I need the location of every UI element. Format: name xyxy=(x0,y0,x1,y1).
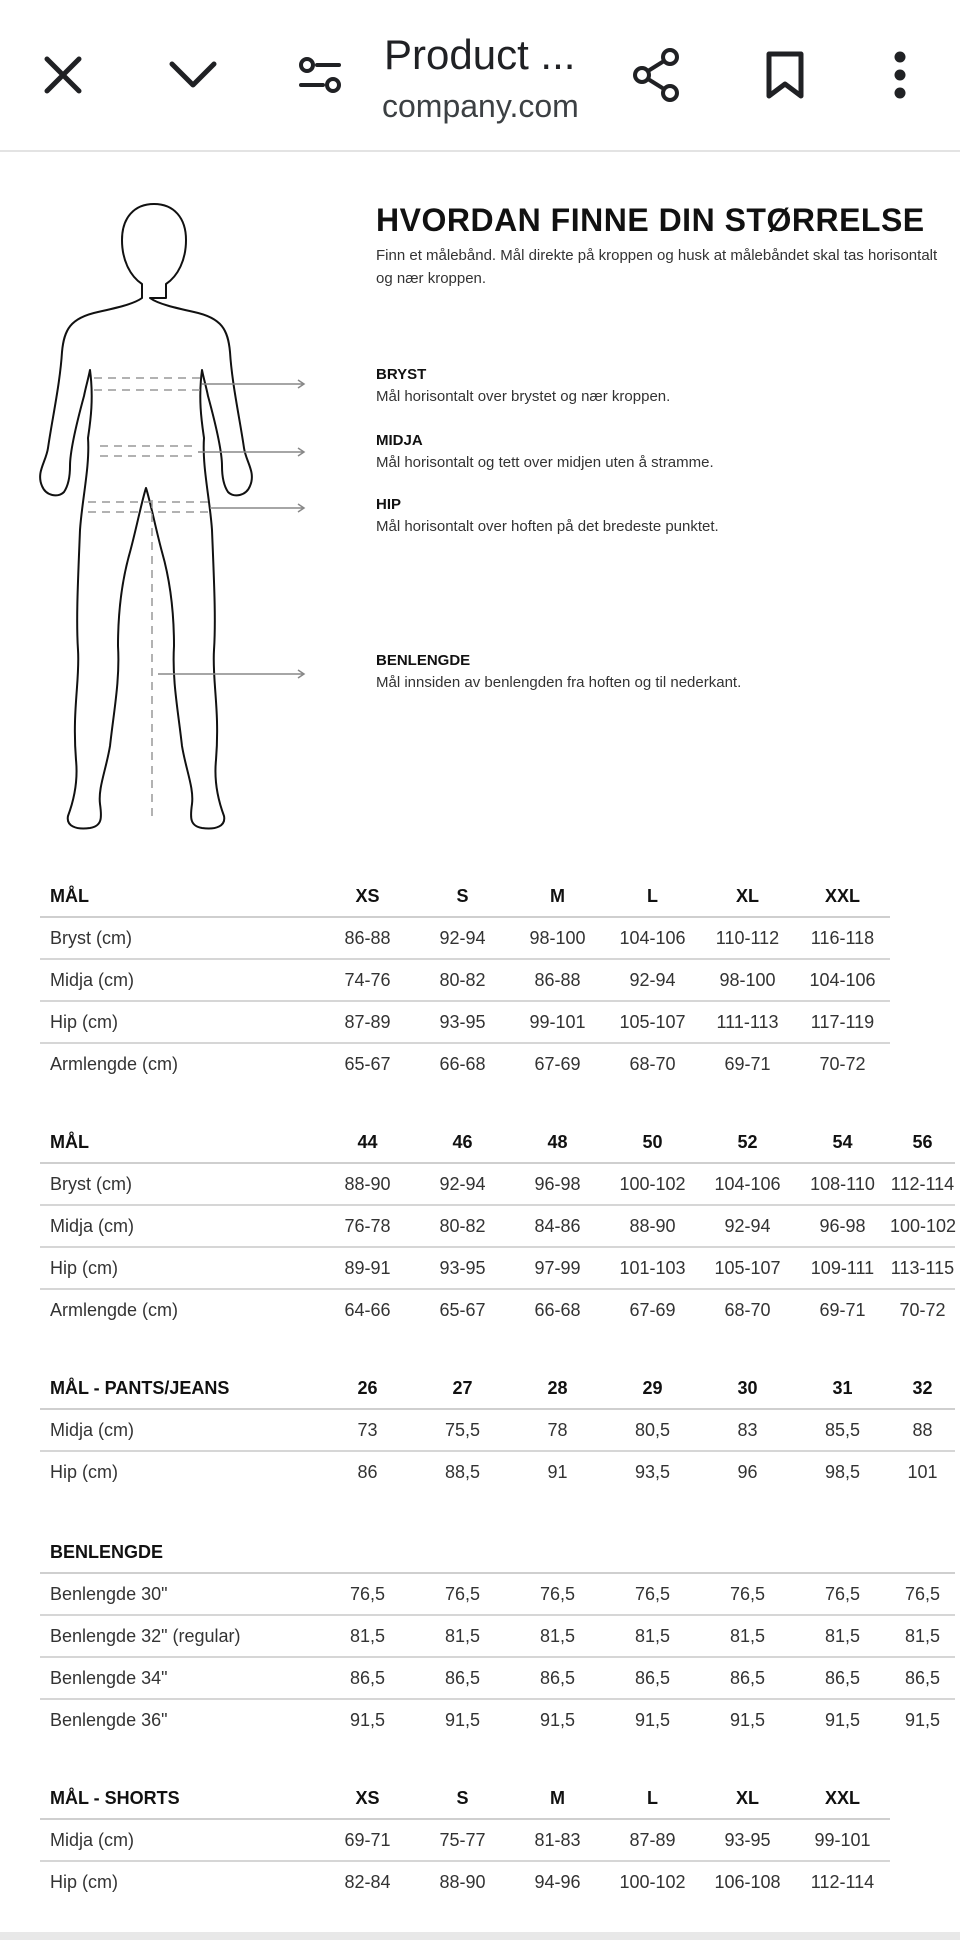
table-cell: 100-102 xyxy=(890,1205,955,1247)
table-header-cell: 54 xyxy=(795,1122,890,1163)
table-header-cell: 56 xyxy=(890,1122,955,1163)
table-row xyxy=(40,1409,955,1451)
table-cell: 99-101 xyxy=(795,1819,890,1861)
table-cell: 80-82 xyxy=(415,1205,510,1247)
table-cell: 81-83 xyxy=(510,1819,605,1861)
table-cell: 86-88 xyxy=(320,917,415,959)
table-row xyxy=(40,1451,955,1492)
table-cell: 88,5 xyxy=(444,1461,481,1482)
table-cell: Midja (cm) xyxy=(40,1205,320,1247)
measure-description: Mål innsiden av benlengden fra hoften og til nederkant. xyxy=(376,674,742,691)
table-header-cell: M xyxy=(510,876,605,917)
table-row xyxy=(40,1861,890,1902)
measure-description: Mål horisontalt og tett over midjen uten å stramme. xyxy=(376,454,714,471)
size-guide-intro: Finn et målebånd. Mål direkte på kroppen og husk at målebåndet skal tas horisontalt og nær kroppen. xyxy=(376,247,938,287)
table-cell: 104-106 xyxy=(795,959,890,1001)
table-row xyxy=(40,1699,955,1740)
table-cell: 85,5 xyxy=(795,1409,890,1451)
table-header-cell: XXL xyxy=(795,1778,890,1819)
table-cell: 64-66 xyxy=(344,1299,391,1320)
table-cell: 104-106 xyxy=(605,917,700,959)
page-url[interactable]: company.com xyxy=(382,88,579,124)
table-cell: 76,5 xyxy=(320,1573,415,1615)
table-cell: Benlengde 30" xyxy=(40,1573,320,1615)
table-cell: 91,5 xyxy=(349,1709,386,1730)
table-row xyxy=(40,1657,955,1699)
table-header xyxy=(40,1532,955,1573)
table-header-cell: MÅL xyxy=(40,1122,320,1163)
table-cell: 97-99 xyxy=(510,1247,605,1289)
table-cell: 86,5 xyxy=(795,1657,890,1699)
body-figure-image xyxy=(30,200,320,840)
table-header-cell: S xyxy=(415,1778,510,1819)
table-row xyxy=(40,1163,955,1205)
table-cell: 81,5 xyxy=(510,1615,605,1657)
table-cell: 75-77 xyxy=(415,1819,510,1861)
table-header-cell: XS xyxy=(320,1778,415,1819)
table-header-cell xyxy=(700,1532,795,1573)
table-header-cell: XS xyxy=(320,876,415,917)
table-cell: 67-69 xyxy=(629,1299,676,1320)
close-icon[interactable] xyxy=(28,40,98,110)
table-cell: 70-72 xyxy=(819,1053,866,1074)
table-cell: 116-118 xyxy=(795,917,890,959)
measure-hip xyxy=(376,494,936,538)
table-cell: 86-88 xyxy=(510,959,605,1001)
measure-description: Mål horisontalt over hoften på det bredeste punktet. xyxy=(376,518,719,535)
table-header-cell xyxy=(890,1532,955,1573)
table-cell: Armlengde (cm) xyxy=(50,1299,179,1320)
table-cell: 65-67 xyxy=(439,1299,486,1320)
table-header-cell: 29 xyxy=(605,1368,700,1409)
table-cell: 76,5 xyxy=(605,1573,700,1615)
table-cell: 81,5 xyxy=(700,1615,795,1657)
table-cell: 76,5 xyxy=(795,1573,890,1615)
table-header-cell: MÅL - SHORTS xyxy=(40,1778,320,1819)
table-row xyxy=(40,917,890,959)
table-cell: 108-110 xyxy=(795,1163,890,1205)
table-cell: 68-70 xyxy=(629,1053,676,1074)
horizontal-scrollbar[interactable] xyxy=(0,1932,960,1940)
table-header-cell: 30 xyxy=(700,1368,795,1409)
table-cell: Midja (cm) xyxy=(40,1819,320,1861)
table-cell: 70-72 xyxy=(899,1299,946,1320)
table-cell: 76,5 xyxy=(510,1573,605,1615)
table-cell: 94-96 xyxy=(534,1871,581,1892)
more-vert-icon[interactable] xyxy=(865,40,935,110)
table-cell: 81,5 xyxy=(320,1615,415,1657)
table-header xyxy=(40,876,890,917)
table-cell: 80-82 xyxy=(415,959,510,1001)
table-cell: 86,5 xyxy=(510,1657,605,1699)
table-header-cell: 52 xyxy=(700,1122,795,1163)
table-header-cell xyxy=(320,1532,415,1573)
table-cell: 106-108 xyxy=(714,1871,781,1892)
table-cell: 100-102 xyxy=(619,1871,686,1892)
browser-toolbar xyxy=(0,0,960,152)
table-row xyxy=(40,1043,890,1084)
table-cell: 88-90 xyxy=(320,1163,415,1205)
table-cell: Bryst (cm) xyxy=(40,1163,320,1205)
table-cell: 87-89 xyxy=(605,1819,700,1861)
bookmark-icon[interactable] xyxy=(750,40,820,110)
table-cell: 92-94 xyxy=(605,959,700,1001)
table-cell: 91,5 xyxy=(904,1709,941,1730)
table-cell: 73 xyxy=(320,1409,415,1451)
table-header xyxy=(40,1122,955,1163)
table-header-cell: XL xyxy=(700,876,795,917)
table-cell: 91,5 xyxy=(634,1709,671,1730)
size-table-numeric xyxy=(40,1122,955,1330)
table-header-cell xyxy=(510,1532,605,1573)
table-cell: 76,5 xyxy=(415,1573,510,1615)
table-row xyxy=(40,1573,955,1615)
table-cell: 69-71 xyxy=(724,1053,771,1074)
table-header-cell: 28 xyxy=(510,1368,605,1409)
table-cell: 80,5 xyxy=(605,1409,700,1451)
table-cell: 111-113 xyxy=(700,1001,795,1043)
table-cell: 104-106 xyxy=(700,1163,795,1205)
table-cell: 87-89 xyxy=(320,1001,415,1043)
measure-bryst xyxy=(376,364,936,408)
table-cell: 76-78 xyxy=(320,1205,415,1247)
table-cell: 91,5 xyxy=(824,1709,861,1730)
table-cell: 100-102 xyxy=(605,1163,700,1205)
table-cell: 96 xyxy=(737,1461,758,1482)
share-icon[interactable] xyxy=(622,40,692,110)
table-cell: Hip (cm) xyxy=(40,1247,320,1289)
table-cell: 92-94 xyxy=(700,1205,795,1247)
table-cell: 86,5 xyxy=(415,1657,510,1699)
table-cell: 110-112 xyxy=(700,917,795,959)
table-cell: Benlengde 34" xyxy=(40,1657,320,1699)
page-title[interactable]: Product ... xyxy=(384,31,576,78)
table-header-cell: XXL xyxy=(795,876,890,917)
table-cell: 81,5 xyxy=(890,1615,955,1657)
table-header-cell: 50 xyxy=(605,1122,700,1163)
table-cell: 65-67 xyxy=(344,1053,391,1074)
table-cell: 98-100 xyxy=(700,959,795,1001)
table-cell: 66-68 xyxy=(534,1299,581,1320)
table-cell: 82-84 xyxy=(344,1871,391,1892)
table-cell: 96-98 xyxy=(510,1163,605,1205)
page-content xyxy=(0,152,960,1940)
table-cell: 93-95 xyxy=(700,1819,795,1861)
table-cell: 96-98 xyxy=(795,1205,890,1247)
table-cell: Bryst (cm) xyxy=(40,917,320,959)
table-cell: Hip (cm) xyxy=(50,1461,118,1482)
measure-description: Mål horisontalt over brystet og nær kroppen. xyxy=(376,388,671,405)
size-table-benlengde xyxy=(40,1532,955,1740)
table-header-cell: 32 xyxy=(890,1368,955,1409)
size-table-pants xyxy=(40,1368,955,1492)
table-cell: 81,5 xyxy=(415,1615,510,1657)
table-cell: Benlengde 36" xyxy=(50,1709,168,1730)
table-row xyxy=(40,959,890,1001)
table-cell: Midja (cm) xyxy=(40,959,320,1001)
table-cell: 75,5 xyxy=(415,1409,510,1451)
table-cell: 112-114 xyxy=(890,1163,955,1205)
table-cell: 99-101 xyxy=(510,1001,605,1043)
table-header-cell: BENLENGDE xyxy=(40,1532,320,1573)
size-guide-heading: HVORDAN FINNE DIN STØRRELSE xyxy=(376,202,925,238)
table-cell: 74-76 xyxy=(320,959,415,1001)
table-header-cell xyxy=(605,1532,700,1573)
table-cell: 91 xyxy=(547,1461,568,1482)
table-cell: 91,5 xyxy=(444,1709,481,1730)
table-cell: 92-94 xyxy=(415,917,510,959)
size-table-alpha xyxy=(40,876,890,1084)
table-header xyxy=(40,1778,890,1819)
table-row xyxy=(40,1819,890,1861)
table-header-cell: 26 xyxy=(320,1368,415,1409)
table-cell: 69-71 xyxy=(819,1299,866,1320)
table-cell: 112-114 xyxy=(810,1871,875,1892)
table-cell: 86,5 xyxy=(320,1657,415,1699)
table-cell: 91,5 xyxy=(729,1709,766,1730)
table-cell: 81,5 xyxy=(795,1615,890,1657)
measure-benlengde xyxy=(376,650,936,694)
chevron-down-icon[interactable] xyxy=(158,40,228,110)
table-cell: 93-95 xyxy=(415,1001,510,1043)
table-cell: 113-115 xyxy=(890,1247,955,1289)
table-header-cell: XL xyxy=(700,1778,795,1819)
table-cell: 88 xyxy=(890,1409,955,1451)
table-cell: 105-107 xyxy=(605,1001,700,1043)
table-cell: 88-90 xyxy=(439,1871,486,1892)
table-cell: 92-94 xyxy=(415,1163,510,1205)
table-cell: Hip (cm) xyxy=(50,1871,118,1892)
table-cell: 81,5 xyxy=(605,1615,700,1657)
table-header-cell: 31 xyxy=(795,1368,890,1409)
table-cell: 68-70 xyxy=(724,1299,771,1320)
table-cell: 105-107 xyxy=(700,1247,795,1289)
table-cell: 78 xyxy=(510,1409,605,1451)
table-cell: 101-103 xyxy=(605,1247,700,1289)
table-header-cell: 27 xyxy=(415,1368,510,1409)
table-row xyxy=(40,1615,955,1657)
table-cell: 86,5 xyxy=(890,1657,955,1699)
table-cell: 98,5 xyxy=(824,1461,861,1482)
size-table-shorts xyxy=(40,1778,890,1902)
table-header-cell xyxy=(415,1532,510,1573)
table-cell: 84-86 xyxy=(510,1205,605,1247)
table-cell: Armlengde (cm) xyxy=(50,1053,179,1074)
table-row xyxy=(40,1205,955,1247)
measure-title: HIP xyxy=(376,496,402,513)
table-cell: 76,5 xyxy=(890,1573,955,1615)
table-cell: 93-95 xyxy=(415,1247,510,1289)
table-cell: 86,5 xyxy=(700,1657,795,1699)
table-cell: 89-91 xyxy=(320,1247,415,1289)
table-cell: 91,5 xyxy=(539,1709,576,1730)
table-header-cell: L xyxy=(605,1778,700,1819)
table-row xyxy=(40,1289,955,1330)
table-cell: 93,5 xyxy=(634,1461,671,1482)
table-row xyxy=(40,1001,890,1043)
table-cell: 67-69 xyxy=(534,1053,581,1074)
table-cell: 86,5 xyxy=(605,1657,700,1699)
table-header-cell: 44 xyxy=(320,1122,415,1163)
table-cell: 98-100 xyxy=(510,917,605,959)
measure-midja xyxy=(376,430,936,474)
table-cell: Benlengde 32" (regular) xyxy=(40,1615,320,1657)
table-cell: 109-111 xyxy=(795,1247,890,1289)
table-header-cell: S xyxy=(415,876,510,917)
table-header-cell: L xyxy=(605,876,700,917)
table-cell: Hip (cm) xyxy=(40,1001,320,1043)
table-header-cell: MÅL - PANTS/JEANS xyxy=(40,1368,320,1409)
table-cell: Midja (cm) xyxy=(40,1409,320,1451)
measure-title: MIDJA xyxy=(376,432,423,449)
table-cell: 101 xyxy=(907,1461,938,1482)
table-header xyxy=(40,1368,955,1409)
table-cell: 83 xyxy=(700,1409,795,1451)
table-header-cell: M xyxy=(510,1778,605,1819)
measure-title: BENLENGDE xyxy=(376,652,471,669)
table-header-cell: 48 xyxy=(510,1122,605,1163)
table-cell: 69-71 xyxy=(320,1819,415,1861)
table-cell: 117-119 xyxy=(795,1001,890,1043)
table-header-cell: MÅL xyxy=(40,876,320,917)
measure-title: BRYST xyxy=(376,366,427,383)
table-header-cell xyxy=(795,1532,890,1573)
table-cell: 88-90 xyxy=(605,1205,700,1247)
table-cell: 66-68 xyxy=(439,1053,486,1074)
table-cell: 76,5 xyxy=(700,1573,795,1615)
page-settings-icon[interactable] xyxy=(285,40,355,110)
table-row xyxy=(40,1247,955,1289)
table-header-cell: 46 xyxy=(415,1122,510,1163)
table-cell: 86 xyxy=(357,1461,378,1482)
